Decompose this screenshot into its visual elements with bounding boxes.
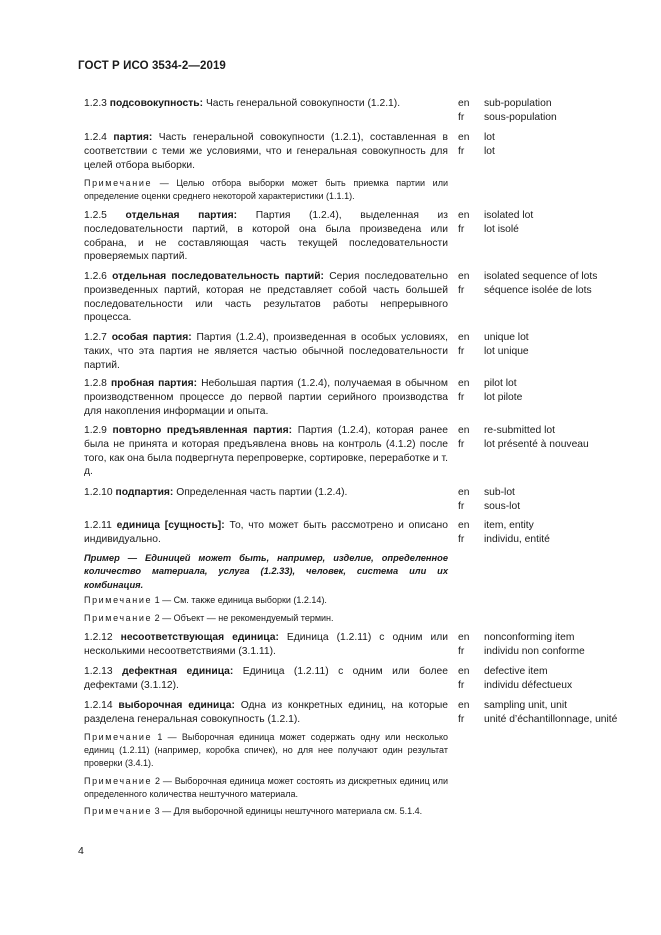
document-header: ГОСТ Р ИСО 3534-2—2019 xyxy=(78,60,226,72)
term-name: несоответствующая единица: xyxy=(120,632,279,643)
note xyxy=(84,177,448,203)
equiv-en: defective item xyxy=(484,666,548,677)
term-definition: То, что может быть рассмотрено и описано индивидуально. xyxy=(84,520,448,545)
term-number: 1.2.9 xyxy=(84,425,107,436)
term-equivalents xyxy=(484,665,624,693)
note xyxy=(84,805,448,818)
note-label: Примечание xyxy=(84,595,153,605)
equiv-fr: sous-population xyxy=(484,111,557,123)
note-text: — Целью отбора выборки может быть приемка партии или определение оценки среднего некоторой характеристики (1.1.1). xyxy=(84,178,448,202)
note-label: Примечание xyxy=(84,806,153,816)
term-number: 1.2.3 xyxy=(84,98,107,109)
note xyxy=(84,731,448,771)
term-entry-1-2-9 xyxy=(84,424,448,479)
term-entry-1-2-6 xyxy=(84,270,448,325)
lang-codes: en fr xyxy=(458,98,470,123)
note-label: Примечание xyxy=(84,178,153,188)
lang-codes: en fr xyxy=(458,132,470,157)
note-text: 2 — Выборочная единица может состоять из дискретных единиц или определенного количества нештучного материала. xyxy=(84,776,448,800)
lang-codes: en fr xyxy=(458,271,470,296)
note-text: 1 — Выборочная единица может содержать одну или несколько единиц (1.2.11) (например, коробка спичек), но для нее получают один результат проверки (3.4.1). xyxy=(84,732,448,769)
term-name: единица [сущность]: xyxy=(116,520,225,531)
equiv-fr: individu, entité xyxy=(484,533,550,545)
term-entry-1-2-13 xyxy=(84,665,448,693)
term-name: подсовокупность: xyxy=(109,98,204,109)
equiv-fr: lot isolé xyxy=(484,223,519,235)
term-entry-1-2-11 xyxy=(84,519,448,547)
term-name: партия: xyxy=(113,132,153,143)
term-definition: Единица (1.2.11) с одним или несколькими несоответствиями (3.1.11). xyxy=(84,632,448,657)
term-name: выборочная единица: xyxy=(118,700,235,711)
equiv-fr: séquence isolée de lots xyxy=(484,284,592,296)
equiv-fr: lot unique xyxy=(484,345,529,357)
equiv-en: sub-lot xyxy=(484,487,515,498)
equiv-fr: unité d’échantillonnage, unité xyxy=(484,713,618,725)
note xyxy=(84,775,448,801)
term-entry-1-2-3 xyxy=(84,97,448,111)
term-entry-1-2-10 xyxy=(84,486,448,500)
note-text: 2 — Объект — не рекомендуемый термин. xyxy=(154,613,334,623)
term-number: 1.2.7 xyxy=(84,332,107,343)
equiv-fr: lot présenté à nouveau xyxy=(484,438,589,450)
equiv-en: lot xyxy=(484,132,495,143)
equiv-en: re-submitted lot xyxy=(484,425,555,436)
term-definition: Серия последовательно произведенных партий, которая не представляет собой часть большей последовательности или часть результатов работы непрерывного процесса. xyxy=(84,271,448,324)
term-number: 1.2.13 xyxy=(84,666,113,677)
term-equivalents xyxy=(484,131,624,159)
term-equivalents xyxy=(484,209,624,237)
note xyxy=(84,594,448,607)
equiv-en: item, entity xyxy=(484,520,534,531)
term-entry-1-2-14 xyxy=(84,699,448,727)
note-text: 3 — Для выборочной единицы нештучного материала см. 5.1.4. xyxy=(154,806,423,816)
term-number: 1.2.5 xyxy=(84,210,107,221)
term-entry-1-2-8 xyxy=(84,377,448,418)
term-definition: Единица (1.2.11) с одним или более дефектами (3.1.12). xyxy=(84,666,448,691)
lang-codes: en fr xyxy=(458,487,470,512)
term-definition: Определенная часть партии (1.2.4). xyxy=(176,487,348,498)
note-label: Примечание xyxy=(84,732,153,742)
lang-codes: en fr xyxy=(458,425,470,450)
term-equivalents xyxy=(484,699,624,727)
note xyxy=(84,612,448,625)
term-definition: Небольшая партия (1.2.4), получаемая в обычном производственном процессе до первой партии серийного производства для накопления информации и опыта. xyxy=(84,378,448,417)
equiv-en: isolated sequence of lots xyxy=(484,271,598,282)
equiv-en: sub-population xyxy=(484,98,552,109)
equiv-en: pilot lot xyxy=(484,378,517,389)
term-entry-1-2-7 xyxy=(84,331,448,372)
term-definition: Партия (1.2.4), произведенная в особых условиях, таких, что эта партия не является частью обычной последовательности партий. xyxy=(84,332,448,371)
term-definition: Часть генеральной совокупности (1.2.1). xyxy=(205,98,401,109)
term-equivalents xyxy=(484,486,624,514)
equiv-fr: sous-lot xyxy=(484,500,521,512)
term-equivalents xyxy=(484,97,624,125)
equiv-en: isolated lot xyxy=(484,210,534,221)
term-definition: Часть генеральной совокупности (1.2.1), составленная в соответствии с теми же условиями, что и генеральная совокупность для целей отбора выборки. xyxy=(84,132,448,171)
page-number: 4 xyxy=(78,845,84,857)
term-entry-1-2-12 xyxy=(84,631,448,659)
equiv-fr: lot pilote xyxy=(484,391,523,403)
lang-codes: en fr xyxy=(458,520,470,545)
lang-codes: en fr xyxy=(458,332,470,357)
term-name: дефектная единица: xyxy=(122,666,234,677)
term-equivalents xyxy=(484,519,624,547)
term-name: пробная партия: xyxy=(110,378,198,389)
note-label: Примечание xyxy=(84,613,153,623)
term-number: 1.2.6 xyxy=(84,271,107,282)
lang-codes: en fr xyxy=(458,210,470,235)
term-name: отдельная партия: xyxy=(125,210,238,221)
equiv-fr: individu non conforme xyxy=(484,645,585,657)
term-number: 1.2.14 xyxy=(84,700,113,711)
term-entry-1-2-4 xyxy=(84,131,448,172)
equiv-en: nonconforming item xyxy=(484,632,575,643)
term-number: 1.2.11 xyxy=(84,520,112,531)
equiv-fr: lot xyxy=(484,145,495,157)
term-name: особая партия: xyxy=(111,332,192,343)
term-number: 1.2.4 xyxy=(84,132,107,143)
lang-codes: en fr xyxy=(458,632,470,657)
term-entry-1-2-5 xyxy=(84,209,448,264)
equiv-en: unique lot xyxy=(484,332,529,343)
term-definition: Партия (1.2.4), выделенная из последовательности партий, в которой она была произведена или собрана, и не составляющая часть текущей последовательности проверяемых партий. xyxy=(84,210,448,263)
term-number: 1.2.8 xyxy=(84,378,107,389)
term-number: 1.2.10 xyxy=(84,487,113,498)
term-definition: Партия (1.2.4), которая ранее была не принята и которая предъявлена вновь на контроль (4.1.2) после того, как она была подвергнута перепроверке, сортировке, переработке и т. д. xyxy=(84,425,448,478)
note-text: 1 — См. также единица выборки (1.2.14). xyxy=(154,595,327,605)
term-number: 1.2.12 xyxy=(84,632,113,643)
equiv-fr: individu défectueux xyxy=(484,679,573,691)
term-definition: Одна из конкретных единиц, на которые разделена генеральная совокупность (1.2.1). xyxy=(84,700,448,725)
term-equivalents xyxy=(484,270,624,298)
example-text: Пример — Единицей может быть, например, изделие, определенное количество материала, услуга (1.2.33), человек, система или их комбинация. xyxy=(84,553,448,590)
term-equivalents xyxy=(484,331,624,359)
term-name: повторно предъявленная партия: xyxy=(112,425,293,436)
term-equivalents xyxy=(484,631,624,659)
term-name: подпартия: xyxy=(115,487,174,498)
equiv-en: sampling unit, unit xyxy=(484,700,567,711)
lang-codes: en fr xyxy=(458,700,470,725)
lang-codes: en fr xyxy=(458,666,470,691)
term-equivalents xyxy=(484,424,624,452)
term-name: отдельная последовательность партий: xyxy=(112,271,324,282)
lang-codes: en fr xyxy=(458,378,470,403)
note-label: Примечание xyxy=(84,776,153,786)
term-equivalents xyxy=(484,377,624,405)
